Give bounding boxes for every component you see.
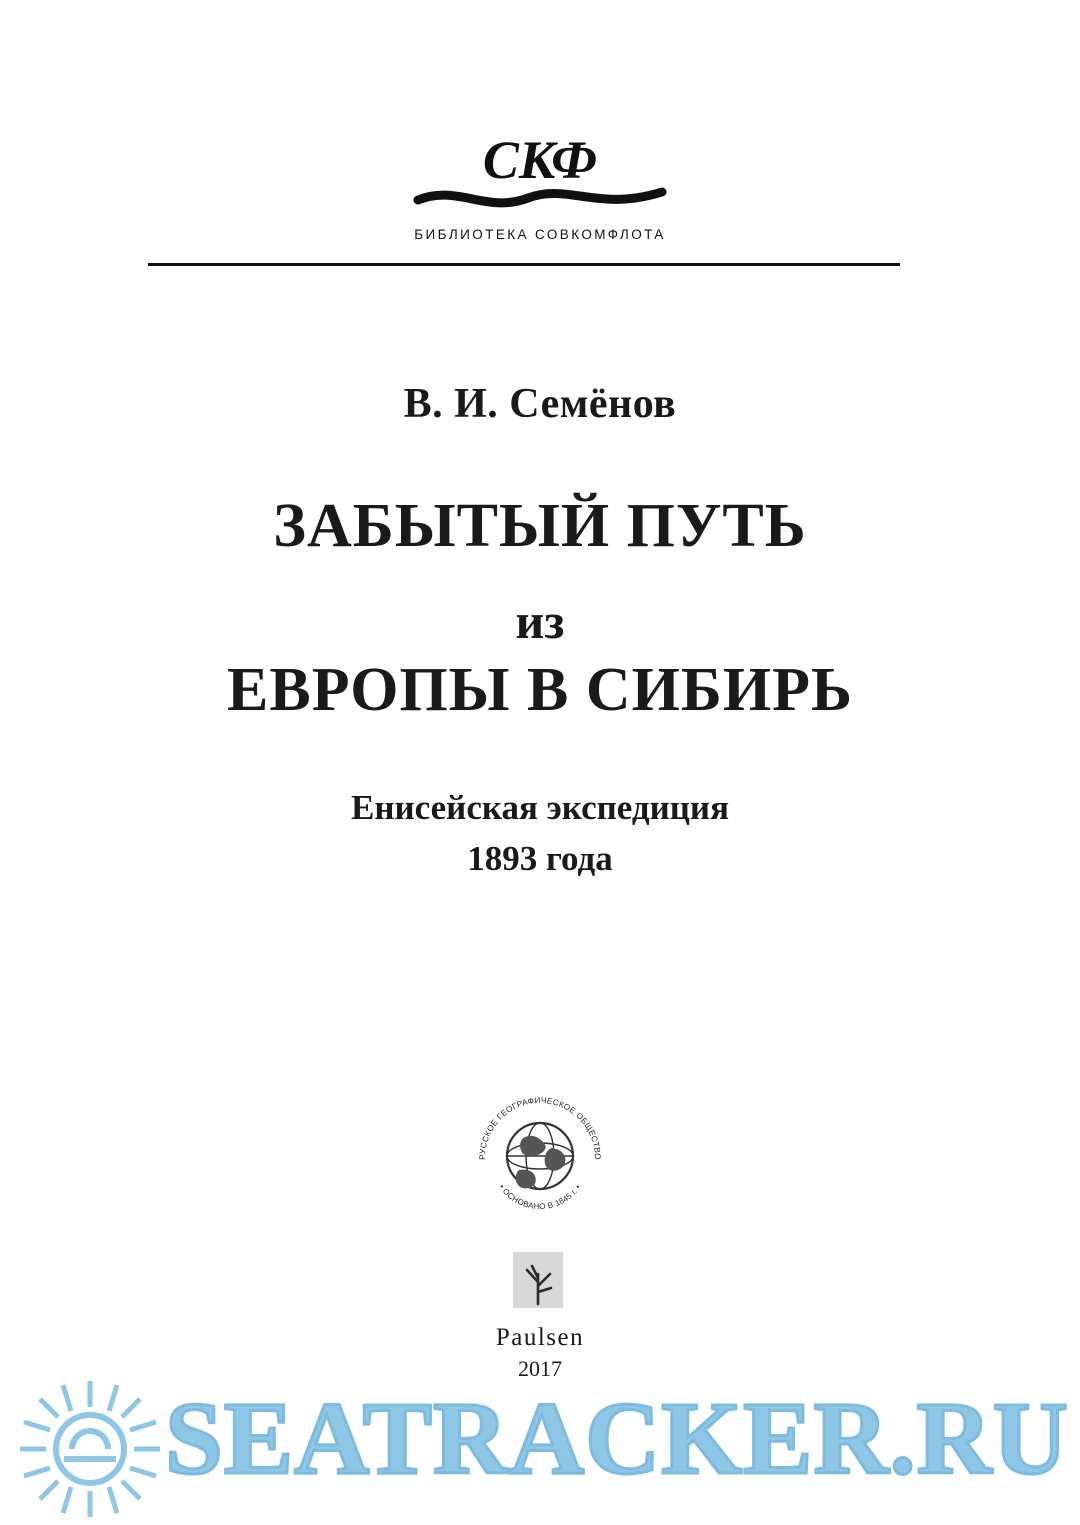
svg-text:РУССКОЕ ГЕОГРАФИЧЕСКОЕ ОБЩЕСТВ: РУССКОЕ ГЕОГРАФИЧЕСКОЕ ОБЩЕСТВО bbox=[477, 1095, 603, 1160]
book-title-line-3: ЕВРОПЫ В СИБИРЬ bbox=[227, 656, 853, 724]
publisher-name: Paulsen bbox=[495, 1324, 585, 1351]
svg-text:• ОСНОВАНО В 1845 г. •: • ОСНОВАНО В 1845 г. • bbox=[497, 1182, 583, 1212]
globe-icon bbox=[465, 1078, 615, 1228]
svg-text:СКФ: СКФ bbox=[482, 130, 598, 190]
sun-icon bbox=[8, 1373, 173, 1523]
skf-logo bbox=[400, 130, 680, 220]
book-subtitle bbox=[0, 783, 1080, 885]
book-subtitle-line-2: 1893 года bbox=[467, 838, 613, 878]
watermark-text: SEATRACKER.RU bbox=[165, 1381, 1069, 1496]
book-title-line-2: из bbox=[515, 593, 565, 649]
header-divider bbox=[148, 263, 900, 266]
publisher-year: 2017 bbox=[518, 1356, 562, 1381]
series-logo-block bbox=[0, 130, 1080, 242]
series-caption: БИБЛИОТЕКА СОВКОМФЛОТА bbox=[414, 227, 666, 242]
society-emblem bbox=[465, 1078, 615, 1228]
wave-icon bbox=[400, 130, 680, 220]
paulsen-tree-icon bbox=[505, 1248, 575, 1318]
book-title-line-1: ЗАБЫТЫЙ ПУТЬ bbox=[273, 492, 807, 560]
book-author: В. И. Семёнов bbox=[403, 381, 677, 427]
book-subtitle-line-1: Енисейская экспедиция bbox=[350, 788, 730, 827]
watermark bbox=[0, 1365, 1080, 1525]
publisher-block bbox=[0, 1248, 1080, 1382]
